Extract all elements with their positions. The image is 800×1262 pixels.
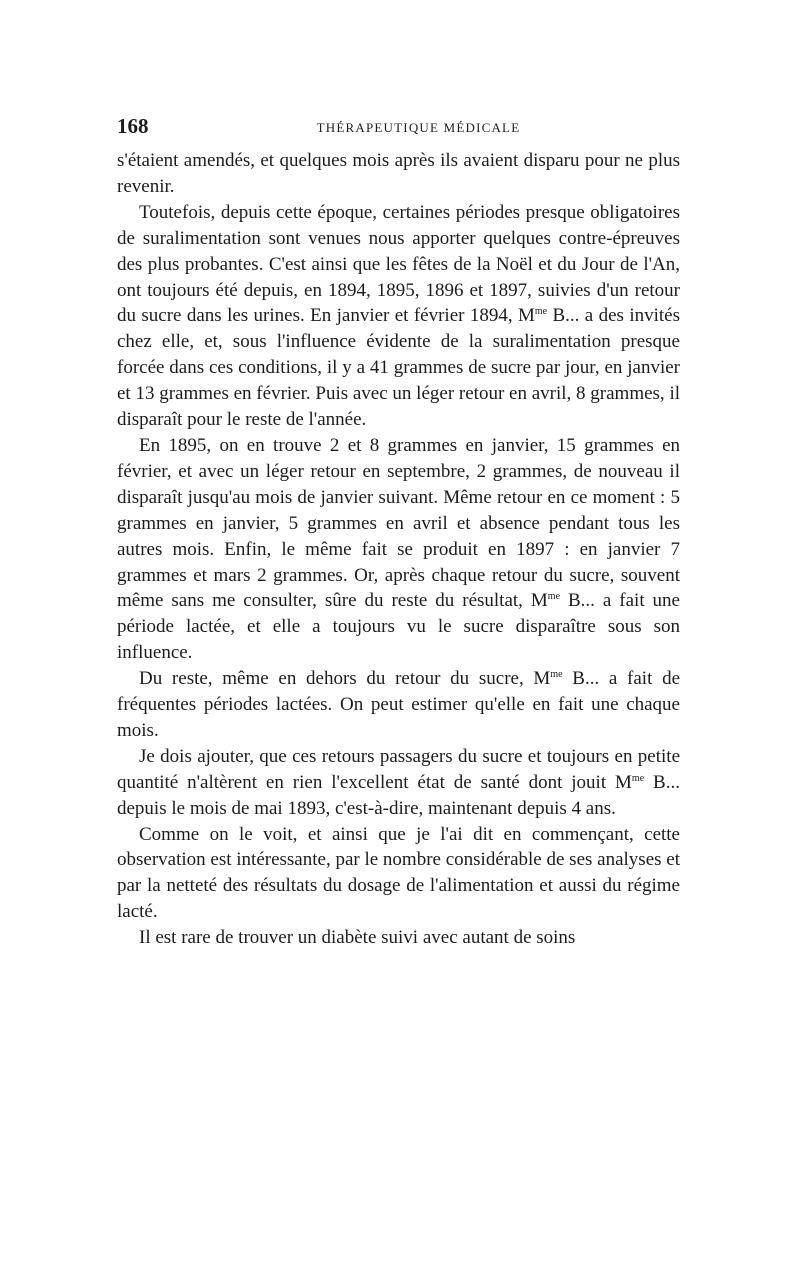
page-number: 168 <box>117 114 149 138</box>
paragraph-1: s'étaient amendés, et quelques mois après ils avaient disparu pour ne plus revenir. <box>117 150 680 197</box>
running-title: THÉRAPEUTIQUE MÉDICALE <box>316 120 521 135</box>
superscript-me: me <box>550 669 563 681</box>
paragraph-3: En 1895, on en trouve 2 et 8 grammes en janvier, 15 grammes en février, et avec un léger retour en septembre, 2 grammes, de nouveau il disparaît jusqu'au mois de janvier suivant. Même retour en ce moment : 5 grammes en janvier, 5 grammes en avril et absence pendant tous les autres mois. Enfin, le même fait se produit en 1897 : en janvier 7 grammes et mars 2 grammes. Or, après chaque retour du sucre, souvent même sans me consulter, sûre du reste du résultat, $M^{me}$ B... a fait une période lactée, et elle a toujours vu le sucre disparaître sous son influence. <box>117 434 680 664</box>
paragraph-2: Toutefois, depuis cette époque, certaines périodes presque obligatoires de suralimentation sont venues nous apporter quelques contre-épreuves des plus probantes. C'est ainsi que les fêtes de la Noël et du Jour de l'An, ont toujours été depuis, en 1894, 1895, 1896 et 1897, suivies d'un retour du sucre dans les urines. En janvier et février 1894, $M^{me}$ B... a des invités chez elle, et, sous l'influence évidente de la suralimentation presque forcée dans ces conditions, il y a 41 grammes de sucre par jour, en janvier et 13 grammes en février. Puis avec un léger retour en avril, 8 grammes, il disparaît pour le reste de l'année. <box>117 201 680 431</box>
paragraph-5: Je dois ajouter, que ces retours passagers du sucre et toujours en petite quantité n'altèrent en rien l'excellent état de santé dont jouit $M^{me}$ B... depuis le mois de mai 1893, c'est-à-dire, maintenant depuis 4 ans. <box>117 745 680 819</box>
superscript-me: me <box>631 772 645 784</box>
paragraph-4: Du reste, même en dehors du retour du sucre, $M^{me}$ B... a fait de fréquentes périodes lactées. On peut estimer qu'elle en fait une chaque mois. <box>117 668 681 741</box>
book-page <box>117 108 680 951</box>
paragraph-7: Il est rare de trouver un diabète suivi avec autant de soins <box>139 927 576 949</box>
body-text <box>117 148 680 951</box>
page-header <box>117 108 680 148</box>
paragraph-6: Comme on le voit, et ainsi que je l'ai dit en commençant, cette observation est intéressante, par le nombre considérable de ses analyses et par la netteté des résultats du dosage de l'alimentation et aussi du régime lacté. <box>117 823 680 923</box>
superscript-me: me <box>534 306 548 318</box>
superscript-me: me <box>547 591 561 603</box>
